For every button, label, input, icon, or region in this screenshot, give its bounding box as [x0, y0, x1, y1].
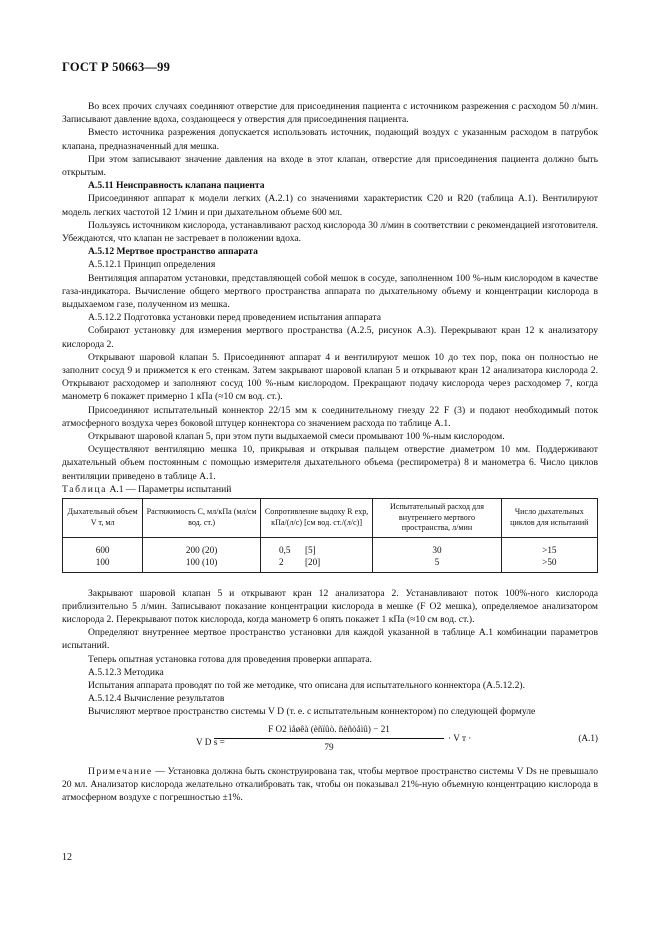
formula-numerator: F O2 ìåøêà (èñïûò. ñèñòåìû) − 21 — [268, 723, 390, 734]
note — [62, 765, 598, 805]
table-caption-text: А.1 — Параметры испытаний — [107, 483, 232, 495]
column-header: Испытательный расход для внутреннего мертвого пространства, л/мин — [373, 499, 501, 538]
paragraph: Собирают установку для измерения мертвого пространства (А.2.5, рисунок А.3). Перекрывают кран 12 к анализатору кислорода 2. — [62, 325, 598, 350]
subsection-heading: А.5.12.4 Вычисление результатов — [88, 693, 225, 705]
table-cell: 5 — [373, 556, 501, 572]
paragraph: Осуществляют вентиляцию мешка 10, прикрывая и открывая пальцем отверстие диаметром 10 мм. Поддерживают дыхательный объем постоянным с помощью измерителя дыхательного объема (респирометра) 8 и манометра 6. Число циклов вентиляции приведено в таблице А.1. — [62, 444, 598, 482]
paragraph: Закрывают шаровой клапан 5 и открывают кран 12 анализатора 2. Устанавливают поток 100%-ного кислорода приблизительно 5 л/мин. Записывают показание концентрации кислорода в мешке (F O2 мешка), определяемое анализатором кислорода 2. Перекрывают поток кислорода, когда манометр 6 опять покажет 1 кПа (≈10 см вод. ст.). — [62, 587, 598, 625]
paragraph: Вместо источника разрежения допускается использовать источник, подающий воздух с указанным расходом в патрубок клапана, предназначенный для мешка. — [62, 127, 598, 152]
section-heading: А.5.11 Неисправность клапана пациента — [88, 180, 265, 192]
formula-a1 — [62, 723, 598, 761]
table-cell: >15 — [501, 544, 597, 557]
page-number: 12 — [62, 852, 72, 863]
column-header: Дыхательный объем V т, мл — [63, 499, 143, 538]
equation-number: (А.1) — [578, 732, 598, 743]
column-header: Сопротивление выдоху R exp, кПа/(л/с) [см вод. ст./(л/с)] — [260, 499, 372, 538]
table-cell: 600 — [63, 544, 143, 557]
table-cell: >50 — [501, 556, 597, 572]
paragraph: Вычисляют мертвое пространство системы V D (т. е. с испытательным коннектором) по следующей формуле — [88, 706, 536, 718]
table-caption — [62, 483, 598, 496]
resistance-cm: [20] — [304, 557, 321, 568]
paragraph: Присоединяют аппарат к модели легких (А.2.1) со значениями характеристик С20 и R20 (таблица А.1). Вентилируют модель легких частотой 12 1/мин и при дыхательном объеме 600 мл. — [62, 193, 598, 218]
table-row — [63, 556, 598, 572]
paragraph: Во всех прочих случаях соединяют отверстие для присоединения пациента с источником разрежения с расходом 50 л/мин. Записывают давление вдоха, создающееся у отверстия для присоединения пациента. — [62, 101, 598, 126]
table-caption-label: Таблица — [62, 483, 108, 495]
paragraph: Испытания аппарата проводят по той же методике, что описана для испытательного коннектора (А.5.12.2). — [88, 680, 525, 692]
table-cell: 200 (20) — [143, 544, 261, 557]
resistance-cm: [5] — [304, 544, 316, 555]
formula-rhs: · V т · — [448, 732, 472, 743]
table-cell — [260, 544, 372, 557]
note-text: — Установка должна быть сконструирована так, чтобы мертвое пространство системы V Ds не превышало 20 мл. Анализатор кислорода желательно откалибровать так, чтобы он показывал 21%-ную объемную концентрацию кислорода в атмосферном воздухе с погрешностью ±1%. — [62, 765, 598, 804]
paragraph: Вентиляция аппаратом установки, представляющей собой мешок в сосуде, заполненном 100 %-ным кислородом в качестве газа-индикатора. Вычисление общего мертвого пространства аппарата по дыхательному объему и концентрации кислорода в выдыхаемом газе, полученном из мешка. — [62, 272, 598, 311]
paragraph: Открывают шаровой клапан 5, при этом пути выдыхаемой смеси промывают 100 %-ным кислородом. — [88, 431, 505, 443]
subsection-heading: А.5.12.2 Подготовка установки перед проведением испытания аппарата — [88, 312, 381, 324]
table-cell: 100 — [63, 556, 143, 572]
paragraph: Открывают шаровой клапан 5. Присоединяют аппарат 4 и вентилируют мешок 10 до тех пор, пока он полностью не заполнит сосуд 9 и прижмется к его стенкам. Затем закрывают шаровой клапан 5 и открывают кран 12 анализатора кислорода 2. Открывают расходомер и заполняют сосуд 100 %-ным кислородом. Прекращают подачу кислорода через расходомер 7, когда манометр 6 покажет примерно 1 кПа (≈10 см вод. ст.). — [62, 351, 598, 403]
paragraph: Присоединяют испытательный коннектор 22/15 мм к соединительному гнезду 22 F (3) и подают необходимый поток атмосферного воздуха через боковой штуцер коннектора со значением расхода по таблице А.1. — [62, 404, 598, 429]
column-header: Растяжимость С, мл/кПа (мл/см вод. ст.) — [143, 499, 261, 538]
section-heading: А.5.12 Мертвое пространство аппарата — [88, 246, 258, 258]
fraction-bar — [214, 738, 444, 739]
formula-lhs: V D s = — [196, 736, 225, 747]
formula-denominator: 79 — [324, 741, 334, 752]
page-header: ГОСТ Р 50663—99 — [62, 60, 171, 74]
column-header: Число дыхательных циклов для испытаний — [501, 499, 597, 538]
paragraph: Пользуясь источником кислорода, устанавливают расход кислорода 30 л/мин в соответствии с рекомендацией изготовителя. Убеждаются, что клапан не застревает в положении вдоха. — [62, 219, 598, 245]
paragraph: Теперь опытная установка готова для проведения проверки аппарата. — [88, 653, 372, 665]
paragraph: При этом записывают значение давления на входе в этот клапан, отверстие для присоединения пациента должно быть открытым. — [62, 153, 598, 179]
table-cell — [260, 556, 372, 572]
note-label: Примечание — [88, 765, 153, 777]
subsection-heading: А.5.12.1 Принцип определения — [88, 259, 216, 271]
paragraph: Определяют внутреннее мертвое пространство установки для каждой указанной в таблице А.1 комбинации параметров испытаний. — [62, 627, 598, 652]
table-cell: 30 — [373, 544, 501, 557]
resistance-kpa: 0,5 — [278, 544, 291, 555]
subsection-heading: А.5.12.3 Методика — [88, 666, 164, 678]
resistance-kpa: 2 — [278, 557, 284, 568]
table-cell: 100 (10) — [143, 556, 261, 572]
parameters-table — [62, 498, 598, 573]
table-row — [63, 544, 598, 557]
document-body — [62, 100, 598, 804]
